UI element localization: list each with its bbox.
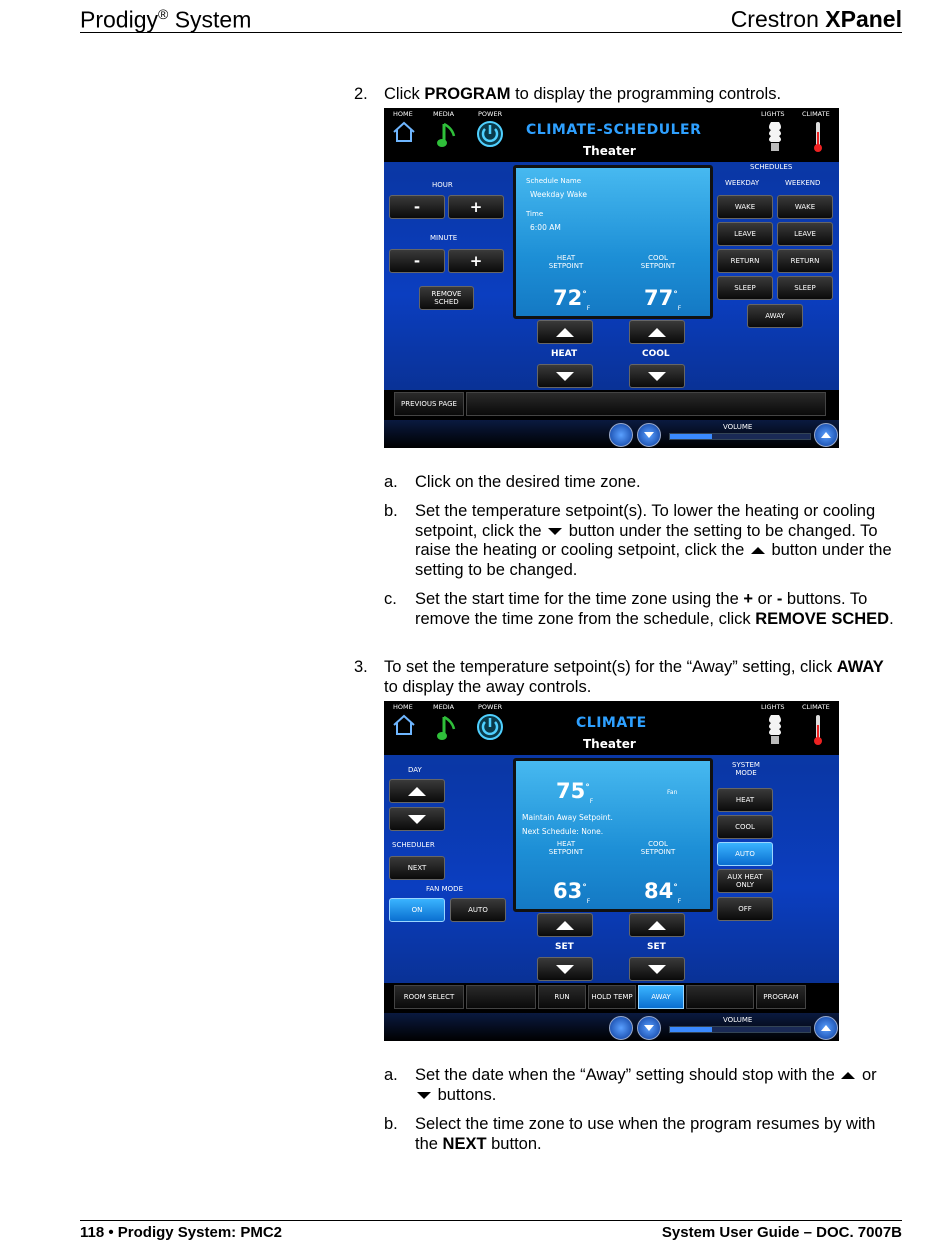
lights-label: LIGHTS <box>761 110 785 118</box>
volume-bar <box>384 1013 839 1041</box>
down-arrow-icon <box>556 965 574 974</box>
header-right <box>731 6 902 33</box>
substep-letter: c. <box>384 590 397 608</box>
light-bulb-icon[interactable] <box>765 713 785 747</box>
mute-button[interactable] <box>609 1016 633 1040</box>
home-label: HOME <box>393 110 413 118</box>
step-text <box>384 85 904 105</box>
thermometer-icon[interactable] <box>812 713 824 747</box>
status-line-1: Maintain Away Setpoint. <box>522 813 613 822</box>
fan-auto-button[interactable]: AUTO <box>450 898 506 922</box>
bold-term: AWAY <box>836 658 884 676</box>
music-note-icon[interactable] <box>436 713 458 743</box>
down-arrow-icon <box>644 1025 654 1031</box>
weekend-wake-button[interactable]: WAKE <box>777 195 833 219</box>
heat-set-label: SET <box>555 942 574 952</box>
climate-label: CLIMATE <box>802 110 830 118</box>
cool-temp: 84 <box>644 879 674 903</box>
minute-minus-button[interactable]: - <box>389 249 445 273</box>
schedule-name-value: Weekday Wake <box>530 190 587 199</box>
home-icon[interactable] <box>392 120 416 144</box>
text-span: Set the start time for the time zone using the <box>415 590 744 608</box>
current-temp-value <box>556 779 593 805</box>
substep-text <box>415 1066 900 1105</box>
degree: ° <box>585 783 590 793</box>
step-number: 2. <box>354 85 368 103</box>
bold-term: + <box>743 590 753 608</box>
day-label: DAY <box>408 766 422 774</box>
heat-label: HEAT <box>551 349 578 359</box>
volume-slider-fill <box>670 434 712 439</box>
up-arrow-icon <box>821 432 831 438</box>
text-span: to display the away controls. <box>384 677 592 696</box>
substep-text <box>415 1115 900 1154</box>
volume-up-button[interactable] <box>814 1016 838 1040</box>
text-span: Select the time zone to use when the program resumes by with the <box>415 1115 876 1153</box>
volume-up-button[interactable] <box>814 423 838 447</box>
text-span: buttons. <box>433 1085 497 1104</box>
time-value: 6:00 AM <box>530 223 561 232</box>
power-icon[interactable] <box>476 120 504 148</box>
bottombar-empty-slot <box>466 392 826 416</box>
degree: ° <box>582 883 587 893</box>
cool-setpoint-value <box>644 879 681 905</box>
climate-scheduler-panel <box>384 108 839 448</box>
cool-setpoint-label: COOL SETPOINT <box>640 254 676 270</box>
heat-setpoint-label: HEAT SETPOINT <box>548 840 584 856</box>
down-arrow-icon <box>648 965 666 974</box>
panel-title: CLIMATE <box>576 715 647 731</box>
hour-minus-button[interactable]: - <box>389 195 445 219</box>
up-triangle-icon <box>841 1072 855 1079</box>
run-button[interactable]: RUN <box>538 985 586 1009</box>
fan-on-button[interactable]: ON <box>389 898 445 922</box>
weekend-return-button[interactable]: RETURN <box>777 249 833 273</box>
power-label: POWER <box>478 110 503 118</box>
home-icon[interactable] <box>392 713 416 737</box>
text-span: button under the setting to be changed. <box>415 541 892 579</box>
page-footer <box>80 1220 902 1241</box>
heat-temp: 72 <box>553 286 583 310</box>
up-arrow-icon <box>556 328 574 337</box>
climate-label: CLIMATE <box>802 703 830 711</box>
panel-bottombar <box>384 390 839 420</box>
weekday-sleep-button[interactable]: SLEEP <box>717 276 773 300</box>
heat-temp: 63 <box>553 879 583 903</box>
volume-down-button[interactable] <box>637 1016 661 1040</box>
bottombar-empty-slot <box>466 985 536 1009</box>
down-arrow-icon <box>648 372 666 381</box>
header-brand: Prodigy <box>80 6 158 33</box>
text-span: button. <box>486 1134 542 1153</box>
text-span: Set the temperature setpoint(s). To lower the heating or cooling setpoint, click the <box>415 502 876 540</box>
unit: F <box>677 898 682 906</box>
bold-term: REMOVE SCHED <box>755 609 890 628</box>
header-system: System <box>168 6 252 33</box>
lights-label: LIGHTS <box>761 703 785 711</box>
up-arrow-icon <box>648 921 666 930</box>
heat-set-up-button[interactable] <box>537 913 593 937</box>
header-left <box>80 6 251 34</box>
previous-page-button[interactable]: PREVIOUS PAGE <box>394 392 464 416</box>
hour-plus-button[interactable]: + <box>448 195 504 219</box>
text-span: buttons. To remove the time zone from the schedule, click <box>415 590 868 628</box>
unit: F <box>586 305 591 313</box>
cool-set-label: SET <box>647 942 666 952</box>
panel-topbar <box>384 701 839 755</box>
schedule-name-label: Schedule Name <box>526 177 582 185</box>
text-span: to display the programming controls. <box>510 85 782 103</box>
system-mode-label: SYSTEM MODE <box>732 761 760 777</box>
substep-text <box>415 590 900 629</box>
mode-heat-button[interactable]: HEAT <box>717 788 773 812</box>
panel-bottombar <box>384 983 839 1013</box>
volume-slider[interactable] <box>669 1026 811 1033</box>
substep-letter: b. <box>384 502 398 520</box>
media-label: MEDIA <box>433 703 455 711</box>
mode-auto-button[interactable]: AUTO <box>717 842 773 866</box>
program-button[interactable]: PROGRAM <box>756 985 806 1009</box>
substep-letter: b. <box>384 1115 398 1133</box>
mute-button[interactable] <box>609 423 633 447</box>
thermostat-screen <box>513 758 713 912</box>
text-span: or <box>752 590 777 608</box>
mode-off-button[interactable]: OFF <box>717 897 773 921</box>
footer-left: 118 • Prodigy System: PMC2 <box>80 1224 282 1241</box>
up-triangle-icon <box>751 547 765 554</box>
thermometer-icon[interactable] <box>812 120 824 154</box>
up-arrow-icon <box>821 1025 831 1031</box>
away-button[interactable]: AWAY <box>747 304 803 328</box>
media-label: MEDIA <box>433 110 455 118</box>
bold-term: PROGRAM <box>424 85 511 103</box>
cool-setpoint-value <box>644 286 681 312</box>
weekday-label: WEEKDAY <box>725 179 760 187</box>
page-header <box>80 4 902 33</box>
header-xpanel: XPanel <box>825 6 902 32</box>
text-span: button under the setting to be changed. To raise the heating or cooling setpoint, click the <box>415 521 878 559</box>
substep-letter: a. <box>384 1066 398 1084</box>
panel-subtitle: Theater <box>583 144 636 158</box>
volume-bar <box>384 420 839 448</box>
cool-set-down-button[interactable] <box>629 957 685 981</box>
weekday-return-button[interactable]: RETURN <box>717 249 773 273</box>
power-icon[interactable] <box>476 713 504 741</box>
volume-label: VOLUME <box>723 1016 753 1024</box>
scheduler-label: SCHEDULER <box>392 841 435 849</box>
degree: ° <box>582 290 587 300</box>
heat-setpoint-label: HEAT SETPOINT <box>548 254 584 270</box>
text-span: Set the date when the “Away” setting should stop with the <box>415 1066 835 1084</box>
heat-set-down-button[interactable] <box>537 957 593 981</box>
text-span: Click <box>384 85 425 103</box>
up-arrow-icon <box>556 921 574 930</box>
music-note-icon[interactable] <box>436 120 458 150</box>
step-number: 3. <box>354 658 368 676</box>
degree: ° <box>673 883 678 893</box>
text-span: To set the temperature setpoint(s) for the “Away” setting, click <box>384 658 837 676</box>
mode-cool-button[interactable]: COOL <box>717 815 773 839</box>
heat-down-button[interactable] <box>537 364 593 388</box>
panel-topbar <box>384 108 839 162</box>
current-temp: 75 <box>556 779 586 803</box>
cool-down-button[interactable] <box>629 364 685 388</box>
cool-temp: 77 <box>644 286 674 310</box>
heat-setpoint-value <box>553 286 590 312</box>
volume-slider[interactable] <box>669 433 811 440</box>
down-triangle-icon <box>548 528 562 535</box>
fan-mode-label: FAN MODE <box>426 885 463 893</box>
down-arrow-icon <box>556 372 574 381</box>
time-label: Time <box>526 210 544 218</box>
status-line-2: Next Schedule: None. <box>522 827 604 836</box>
bold-term: - <box>776 590 783 608</box>
light-bulb-icon[interactable] <box>765 120 785 154</box>
away-button[interactable]: AWAY <box>638 985 684 1009</box>
next-button[interactable]: NEXT <box>389 856 445 880</box>
fan-status: Fan <box>667 789 678 796</box>
panel-title: CLIMATE-SCHEDULER <box>526 122 702 138</box>
degree: ° <box>673 290 678 300</box>
weekday-leave-button[interactable]: LEAVE <box>717 222 773 246</box>
text-span: or <box>857 1066 877 1084</box>
cool-setpoint-label: COOL SETPOINT <box>640 840 676 856</box>
climate-panel <box>384 701 839 1041</box>
cool-label: COOL <box>642 349 670 359</box>
down-triangle-icon <box>417 1092 431 1099</box>
up-arrow-icon <box>648 328 666 337</box>
step-text <box>384 658 884 697</box>
heat-setpoint-value <box>553 879 590 905</box>
volume-down-button[interactable] <box>637 423 661 447</box>
room-select-button[interactable]: ROOM SELECT <box>394 985 464 1009</box>
weekend-label: WEEKEND <box>785 179 821 187</box>
schedules-label: SCHEDULES <box>750 163 793 171</box>
bold-term: NEXT <box>442 1134 487 1153</box>
footer-right: System User Guide – DOC. 7007B <box>661 1224 902 1241</box>
panel-subtitle: Theater <box>583 737 636 751</box>
day-down-button[interactable] <box>389 807 445 831</box>
mode-aux-heat-button[interactable]: AUX HEAT ONLY <box>717 869 773 893</box>
hold-temp-button[interactable]: HOLD TEMP <box>588 985 636 1009</box>
down-arrow-icon <box>644 432 654 438</box>
cool-set-up-button[interactable] <box>629 913 685 937</box>
text-span: . <box>889 609 894 628</box>
weekend-leave-button[interactable]: LEAVE <box>777 222 833 246</box>
substep-letter: a. <box>384 473 398 491</box>
unit: F <box>677 305 682 313</box>
up-arrow-icon <box>408 787 426 796</box>
down-arrow-icon <box>408 815 426 824</box>
registered-mark: ® <box>157 6 169 22</box>
weekday-wake-button[interactable]: WAKE <box>717 195 773 219</box>
unit: F <box>586 898 591 906</box>
minute-plus-button[interactable]: + <box>448 249 504 273</box>
hour-label: HOUR <box>432 181 453 189</box>
substep-text <box>415 502 900 580</box>
substep-text: Click on the desired time zone. <box>415 473 641 491</box>
remove-sched-button[interactable]: REMOVE SCHED <box>419 286 474 310</box>
volume-label: VOLUME <box>723 423 753 431</box>
minute-label: MINUTE <box>430 234 458 242</box>
weekend-sleep-button[interactable]: SLEEP <box>777 276 833 300</box>
cool-up-button[interactable] <box>629 320 685 344</box>
day-up-button[interactable] <box>389 779 445 803</box>
bottombar-empty-slot <box>686 985 754 1009</box>
home-label: HOME <box>393 703 413 711</box>
volume-slider-fill <box>670 1027 712 1032</box>
unit: F <box>589 798 594 806</box>
thermostat-screen <box>513 165 713 319</box>
heat-up-button[interactable] <box>537 320 593 344</box>
header-crestron: Crestron <box>730 6 826 32</box>
power-label: POWER <box>478 703 503 711</box>
